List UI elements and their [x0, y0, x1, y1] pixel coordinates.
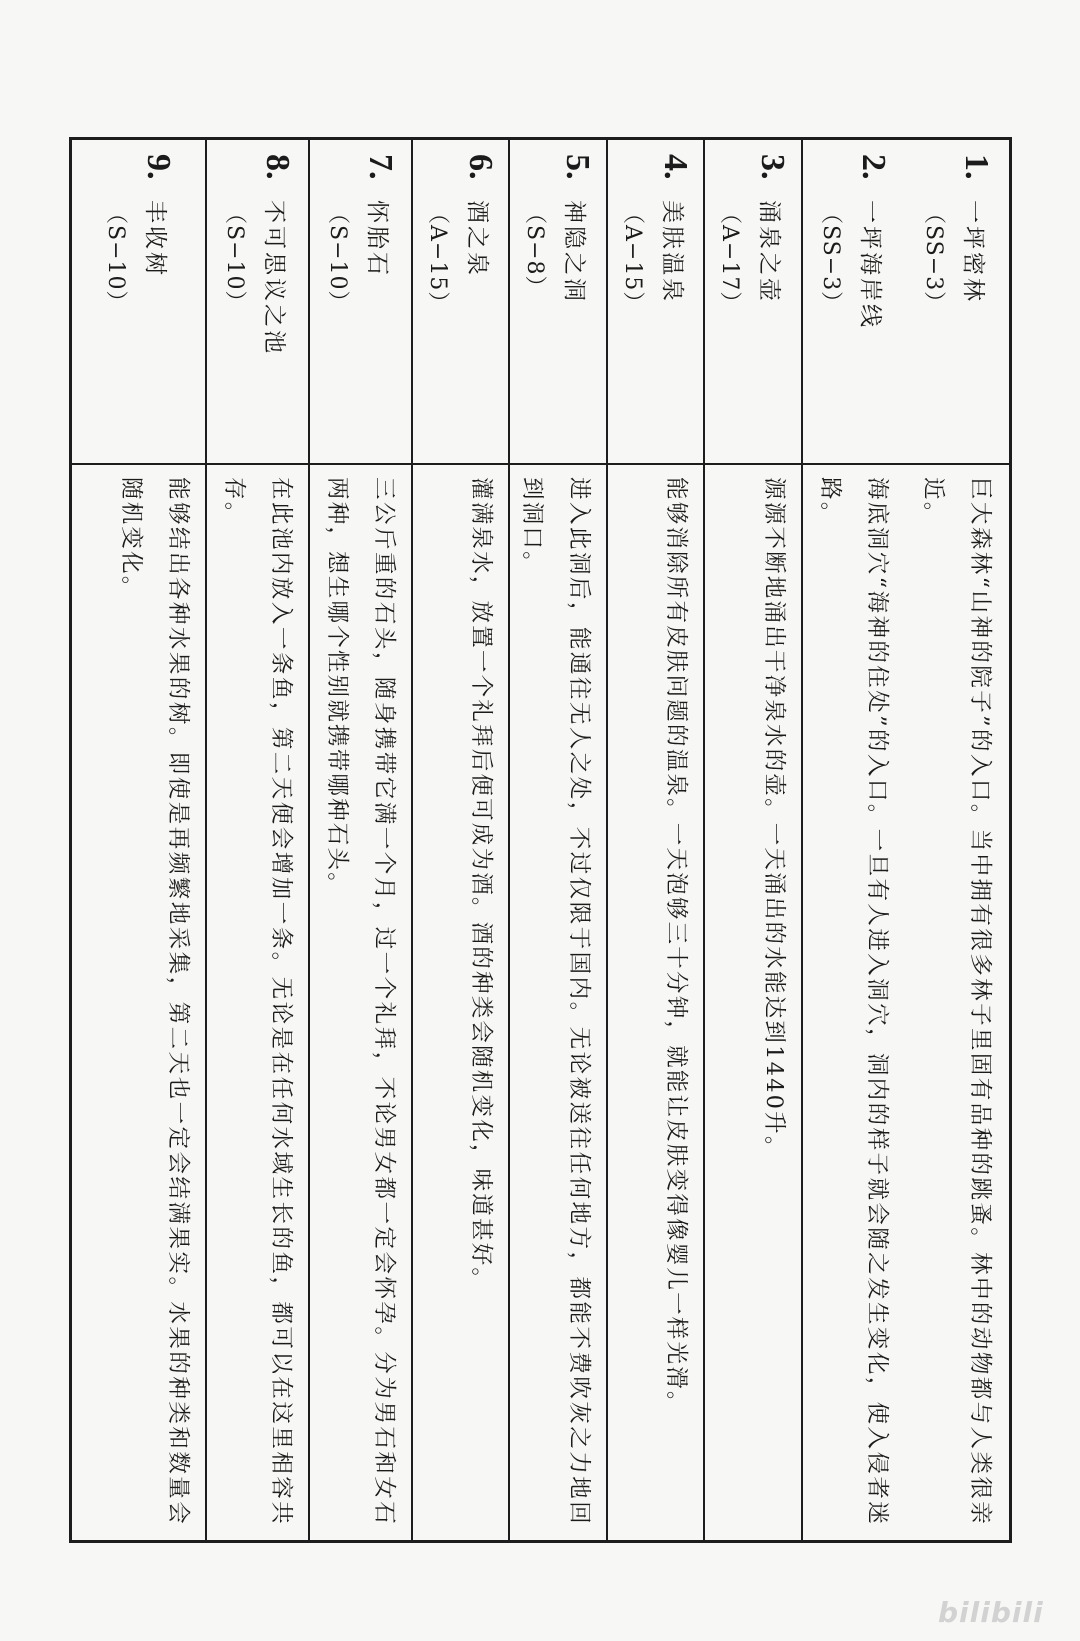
item-rank-code: （A−15） — [620, 202, 645, 315]
table-row — [70, 140, 207, 1540]
item-rank-code: （A−17） — [717, 202, 743, 315]
table-row — [411, 140, 510, 1540]
item-rank-code: （SS−3） — [921, 202, 946, 315]
item-number: 1. — [958, 154, 995, 180]
item-name: 神隐之洞 — [561, 200, 588, 304]
item-table — [69, 137, 1012, 1543]
item-name: 不可思议之池 — [261, 200, 287, 356]
item-number: 5. — [559, 154, 597, 180]
table-row — [606, 140, 705, 1540]
bilibili-watermark: bilibili — [938, 1596, 1044, 1629]
table-row — [508, 140, 608, 1540]
item-header-cell — [72, 140, 207, 463]
item-description: 能够消除所有皮肤问题的温泉。一天泡够三十分钟，就能让皮肤变得像婴儿一样光滑。 — [663, 477, 689, 1416]
table-row — [703, 140, 803, 1540]
item-header-cell — [705, 140, 803, 463]
item-rank-code: （S−10） — [325, 202, 350, 314]
item-header-cell — [803, 140, 906, 463]
table-row — [906, 140, 1009, 1540]
item-name: 一坪密林 — [960, 200, 986, 304]
item-description: 灌满泉水，放置一个礼拜后便可成为酒。酒的种类会随机变化，味道甚好。 — [468, 477, 494, 1293]
item-rank-code: （S−10） — [222, 202, 247, 314]
item-name: 涌泉之壶 — [756, 200, 783, 304]
item-description-cell — [705, 463, 803, 1540]
item-header-cell — [207, 140, 310, 463]
item-rank-code: （S−8） — [522, 202, 548, 299]
item-description-cell — [510, 463, 608, 1540]
item-header-cell — [310, 140, 413, 463]
item-description: 在此池内放入一条鱼，第二天便会增加一条。无论是在任何水域生长的鱼，都可以在这里相容共存。 — [221, 477, 294, 1526]
item-description: 巨大森林“山神的院子”的入口。当中拥有很多林子里固有品种的跳蚤。林中的动物都与人类很亲近。 — [920, 477, 993, 1526]
item-number: 6. — [462, 154, 499, 180]
item-description-cell — [310, 463, 413, 1540]
item-description-cell — [413, 463, 510, 1540]
table-row — [308, 140, 413, 1540]
item-header-cell — [906, 140, 1009, 463]
item-number: 7. — [362, 154, 399, 180]
item-name: 美肤温泉 — [659, 200, 685, 304]
item-description-cell — [906, 463, 1009, 1540]
item-description-cell — [608, 463, 705, 1540]
item-number: 2. — [855, 154, 892, 180]
item-description: 海底洞穴“海神的住处”的入口。一旦有人进入洞穴，洞内的样子就会随之发生变化，使入侵者迷路。 — [817, 477, 890, 1526]
item-number: 3. — [754, 154, 792, 180]
item-description-cell — [72, 463, 207, 1540]
item-header-cell — [413, 140, 510, 463]
item-rank-code: （S−10） — [103, 202, 128, 314]
item-name: 丰收树 — [142, 200, 168, 278]
item-description-cell — [207, 463, 310, 1540]
item-description: 能够结出各种水果的树。即使是再频繁地采集，第二天也一定会结满果实。水果的种类和数量会随机变化。 — [118, 477, 191, 1526]
item-name: 一坪海岸线 — [857, 200, 883, 330]
table-row — [801, 140, 906, 1540]
item-description: 源源不断地涌出干净泉水的壶。一天涌出的水能达到1440升。 — [761, 477, 787, 1161]
item-number: 9. — [140, 154, 177, 180]
item-number: 8. — [259, 154, 296, 180]
item-header-cell — [608, 140, 705, 463]
table-row — [205, 140, 310, 1540]
item-name: 酒之泉 — [464, 200, 490, 278]
item-number: 4. — [657, 154, 694, 180]
item-rank-code: （SS−3） — [818, 202, 843, 315]
item-name: 怀胎石 — [364, 200, 390, 278]
item-rank-code: （A−15） — [425, 202, 450, 315]
item-description: 进入此洞后，能通往无人之处，不过仅限于国内。无论被送往任何地方，都能不费吹灰之力地回到洞口。 — [519, 477, 592, 1526]
item-description: 三公斤重的石头，随身携带它满一个月，过一个礼拜，不论男女都一定会怀孕。分为男石和女石两种，想生哪个性别就携带哪种石头。 — [324, 477, 397, 1526]
item-description-cell — [803, 463, 906, 1540]
item-header-cell — [510, 140, 608, 463]
